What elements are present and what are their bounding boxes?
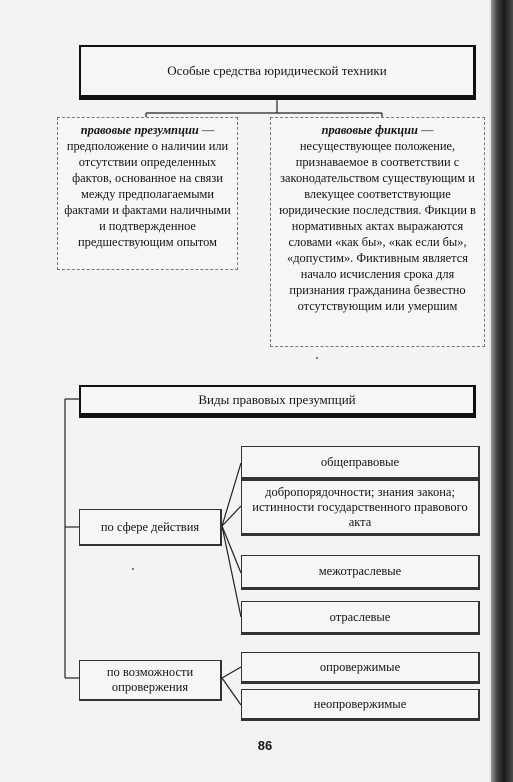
connector-cat2-type1 bbox=[222, 667, 241, 678]
fictions-text bbox=[276, 122, 479, 314]
top-title: Особые средства юридической техники bbox=[167, 63, 387, 78]
category-rebuttable-label: по возможности опровержения bbox=[106, 665, 194, 694]
fictions-definition: несуществующее положение, признаваемое в соответствии с законодательством существующим и влекущее соответствующие юридические последствия. Фикции в нормативных актах выражаются словами «как бы», «как если бы», «допустим». Фиктивным является начало исчисления срока для признания гражданина безвестно отсутствующим или умершим bbox=[279, 139, 476, 313]
category-scope-box bbox=[79, 509, 222, 546]
fictions-dash: — bbox=[417, 123, 434, 137]
category-scope-label: по сфере действия bbox=[100, 519, 200, 534]
type-general-legal-box bbox=[241, 446, 480, 480]
type-sectoral: отраслевые bbox=[329, 609, 391, 624]
presumptions-term: правовые презумпции bbox=[80, 123, 199, 137]
type-general-legal: общеправовые bbox=[320, 454, 400, 469]
presumptions-box bbox=[57, 117, 238, 270]
presumptions-dash: — bbox=[198, 123, 215, 137]
type-irrebuttable-box bbox=[241, 689, 480, 721]
type-specific-presumptions-box bbox=[241, 480, 480, 536]
type-rebuttable: опровержимые bbox=[319, 659, 401, 674]
type-intersectoral: межотраслевые bbox=[318, 564, 402, 578]
connector-cat2-type2 bbox=[222, 678, 241, 705]
scan-speck bbox=[316, 357, 318, 359]
fictions-box bbox=[270, 117, 485, 347]
type-sectoral-box bbox=[241, 601, 480, 635]
fictions-term: правовые фикции bbox=[321, 123, 418, 137]
type-specific-presumptions: добропорядочности; знания закона; истинности государственного правового акта bbox=[252, 484, 468, 529]
page-number: 86 bbox=[257, 738, 273, 753]
bottom-title-box bbox=[79, 385, 476, 418]
connector-cat1-type3 bbox=[222, 526, 241, 573]
presumptions-definition: предположение о наличии или отсутствии определенных фактов, основанное на связи между предполагаемыми фактами и фактами наличными и подтвержденное предшествующим опытом bbox=[64, 139, 231, 249]
type-rebuttable-box bbox=[241, 652, 480, 684]
type-irrebuttable: неопровержимые bbox=[313, 696, 407, 711]
category-rebuttable-box bbox=[79, 660, 222, 701]
top-title-box bbox=[79, 45, 476, 100]
scan-speck bbox=[132, 568, 134, 570]
type-intersectoral-box bbox=[241, 555, 480, 590]
presumptions-text bbox=[64, 122, 231, 250]
bottom-title: Виды правовых презумпций bbox=[198, 392, 356, 407]
connector-cat1-type4 bbox=[222, 526, 241, 617]
